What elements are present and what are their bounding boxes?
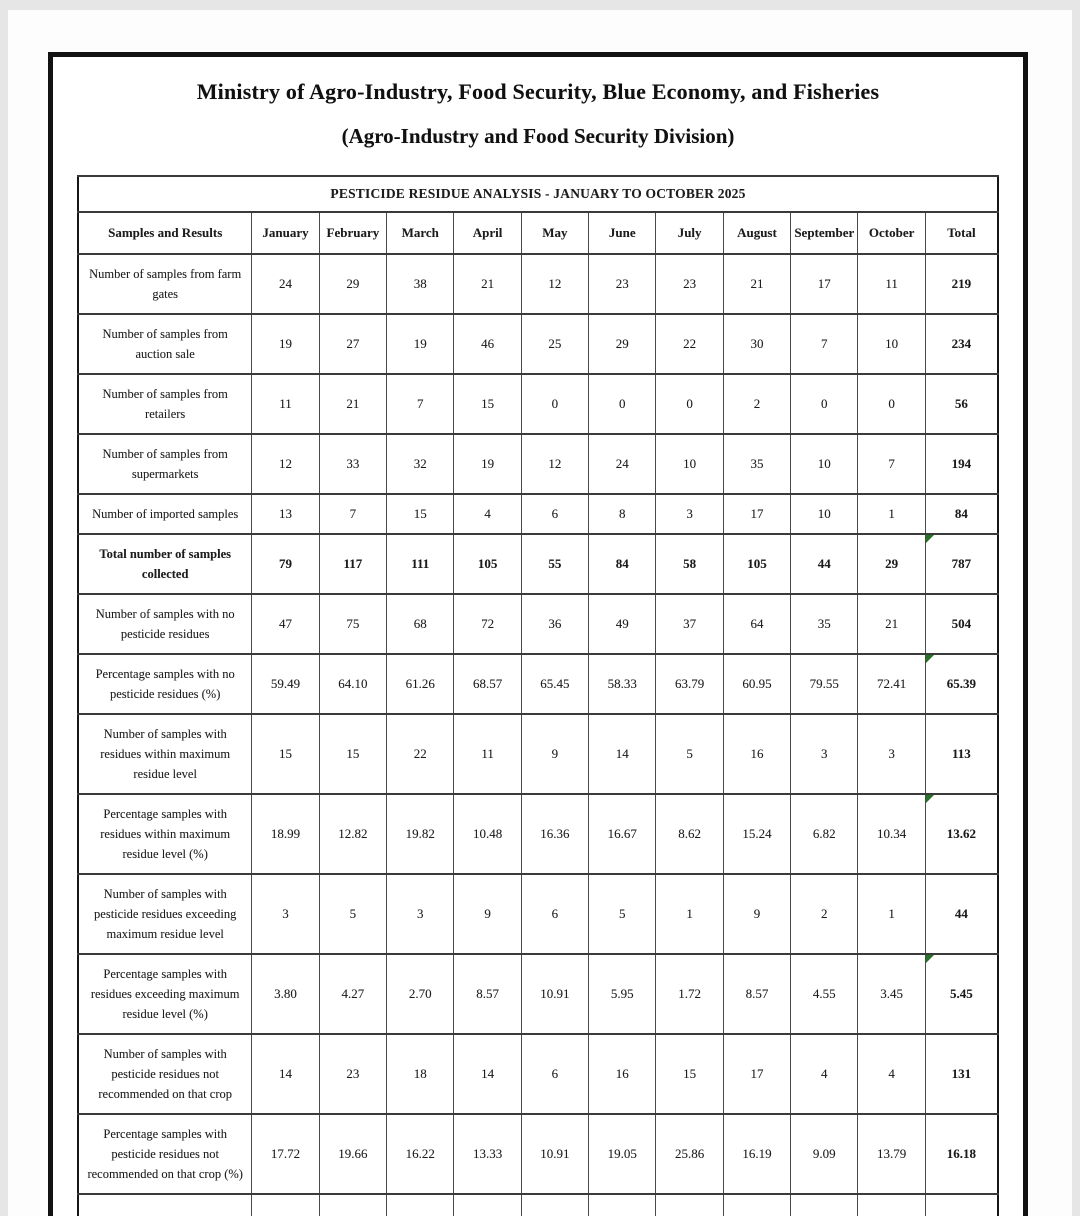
table-row bbox=[78, 594, 998, 654]
data-cell: 12 bbox=[521, 254, 588, 314]
data-cell: 2 bbox=[723, 374, 790, 434]
data-cell: 10 bbox=[791, 434, 858, 494]
data-cell: 12 bbox=[252, 434, 319, 494]
data-cell: 21 bbox=[723, 254, 790, 314]
data-cell: 10.34 bbox=[858, 794, 925, 874]
data-cell: 23 bbox=[319, 1034, 386, 1114]
data-cell: 12.82 bbox=[319, 794, 386, 874]
data-cell: 0 bbox=[521, 374, 588, 434]
row-label: Number of imported samples bbox=[78, 494, 252, 534]
table-row bbox=[78, 314, 998, 374]
data-cell: 1 bbox=[858, 874, 925, 954]
data-cell: 5.95 bbox=[589, 954, 656, 1034]
table-row bbox=[78, 654, 998, 714]
data-cell: 21 bbox=[858, 594, 925, 654]
data-cell: 1 bbox=[858, 494, 925, 534]
table-caption: PESTICIDE RESIDUE ANALYSIS - JANUARY TO OCTOBER 2025 bbox=[78, 176, 998, 212]
document-subtitle: (Agro-Industry and Food Security Division) bbox=[341, 124, 735, 148]
table-row bbox=[78, 374, 998, 434]
data-cell: 3 bbox=[252, 874, 319, 954]
month-column-header: February bbox=[319, 212, 386, 254]
row-label: Number of samples with residues within maximum residue level bbox=[78, 714, 252, 794]
data-cell: 68 bbox=[387, 594, 454, 654]
row-label: Number of samples with no pesticide residues bbox=[78, 594, 252, 654]
data-cell: 6.82 bbox=[791, 794, 858, 874]
row-label: Total number of samples collected bbox=[78, 534, 252, 594]
row-label: Percentage samples with pesticide residues not recommended on that crop (%) bbox=[78, 1114, 252, 1194]
data-cell: 7 bbox=[319, 494, 386, 534]
row-label: Percentage samples with no pesticide residues (%) bbox=[78, 654, 252, 714]
data-cell: 17 bbox=[723, 494, 790, 534]
data-cell: 23 bbox=[589, 254, 656, 314]
data-cell: 59.49 bbox=[252, 654, 319, 714]
row-label bbox=[78, 1194, 252, 1216]
total-cell bbox=[925, 1194, 998, 1216]
page-border-frame bbox=[48, 52, 1028, 1216]
table-row bbox=[78, 494, 998, 534]
data-cell: 16.67 bbox=[589, 794, 656, 874]
data-cell: 10 bbox=[791, 494, 858, 534]
data-cell: 38 bbox=[387, 254, 454, 314]
data-cell: 10 bbox=[858, 314, 925, 374]
data-cell: 11 bbox=[252, 374, 319, 434]
data-cell: 0 bbox=[589, 374, 656, 434]
data-cell: 32 bbox=[387, 434, 454, 494]
data-cell: 12 bbox=[521, 434, 588, 494]
empty-row bbox=[78, 1194, 998, 1216]
data-cell: 3.80 bbox=[252, 954, 319, 1034]
data-cell: 2.70 bbox=[387, 954, 454, 1034]
data-cell: 25 bbox=[521, 314, 588, 374]
cell-flag-triangle-icon bbox=[926, 795, 934, 803]
data-cell: 3 bbox=[858, 714, 925, 794]
data-cell: 64.10 bbox=[319, 654, 386, 714]
total-cell: 787 bbox=[925, 534, 998, 594]
data-cell: 84 bbox=[589, 534, 656, 594]
data-cell: 19 bbox=[252, 314, 319, 374]
data-cell: 13 bbox=[252, 494, 319, 534]
data-cell: 13.79 bbox=[858, 1114, 925, 1194]
month-column-header: January bbox=[252, 212, 319, 254]
data-cell: 17 bbox=[723, 1034, 790, 1114]
total-cell: 16.18 bbox=[925, 1114, 998, 1194]
data-cell: 46 bbox=[454, 314, 521, 374]
data-cell: 16.22 bbox=[387, 1114, 454, 1194]
month-column-header: July bbox=[656, 212, 723, 254]
data-cell: 6 bbox=[521, 494, 588, 534]
data-cell: 47 bbox=[252, 594, 319, 654]
total-cell: 219 bbox=[925, 254, 998, 314]
data-cell: 22 bbox=[656, 314, 723, 374]
total-cell: 5.45 bbox=[925, 954, 998, 1034]
data-cell: 60.95 bbox=[723, 654, 790, 714]
data-cell: 3 bbox=[791, 714, 858, 794]
cell-flag-triangle-icon bbox=[926, 655, 934, 663]
table-row bbox=[78, 714, 998, 794]
data-cell bbox=[723, 1194, 790, 1216]
month-column-header: August bbox=[723, 212, 790, 254]
total-cell: 504 bbox=[925, 594, 998, 654]
data-cell: 0 bbox=[858, 374, 925, 434]
data-cell: 29 bbox=[589, 314, 656, 374]
data-cell: 10 bbox=[656, 434, 723, 494]
data-cell: 19.82 bbox=[387, 794, 454, 874]
data-cell: 0 bbox=[656, 374, 723, 434]
data-cell bbox=[319, 1194, 386, 1216]
row-label: Number of samples from retailers bbox=[78, 374, 252, 434]
data-cell bbox=[589, 1194, 656, 1216]
data-cell: 1.72 bbox=[656, 954, 723, 1034]
data-cell bbox=[454, 1194, 521, 1216]
data-cell: 36 bbox=[521, 594, 588, 654]
total-cell: 13.62 bbox=[925, 794, 998, 874]
data-cell: 19 bbox=[387, 314, 454, 374]
data-cell: 72 bbox=[454, 594, 521, 654]
data-cell: 16 bbox=[723, 714, 790, 794]
data-cell: 35 bbox=[791, 594, 858, 654]
data-cell: 5 bbox=[319, 874, 386, 954]
data-cell: 15 bbox=[454, 374, 521, 434]
data-cell: 117 bbox=[319, 534, 386, 594]
data-cell: 5 bbox=[656, 714, 723, 794]
data-cell: 68.57 bbox=[454, 654, 521, 714]
data-cell: 29 bbox=[858, 534, 925, 594]
data-cell: 58.33 bbox=[589, 654, 656, 714]
data-cell: 15 bbox=[387, 494, 454, 534]
data-cell: 15 bbox=[656, 1034, 723, 1114]
data-cell: 14 bbox=[454, 1034, 521, 1114]
samples-results-column-header: Samples and Results bbox=[78, 212, 252, 254]
data-cell: 18.99 bbox=[252, 794, 319, 874]
data-cell: 3 bbox=[387, 874, 454, 954]
total-cell: 56 bbox=[925, 374, 998, 434]
data-cell: 37 bbox=[656, 594, 723, 654]
data-cell: 17 bbox=[791, 254, 858, 314]
data-cell: 8 bbox=[589, 494, 656, 534]
total-cell: 65.39 bbox=[925, 654, 998, 714]
row-label: Number of samples from supermarkets bbox=[78, 434, 252, 494]
data-cell: 19.05 bbox=[589, 1114, 656, 1194]
data-cell: 111 bbox=[387, 534, 454, 594]
data-cell: 6 bbox=[521, 1034, 588, 1114]
data-cell: 7 bbox=[387, 374, 454, 434]
total-cell: 44 bbox=[925, 874, 998, 954]
month-column-header: June bbox=[589, 212, 656, 254]
data-cell: 8.57 bbox=[454, 954, 521, 1034]
data-cell: 19.66 bbox=[319, 1114, 386, 1194]
table-row bbox=[78, 954, 998, 1034]
data-cell: 21 bbox=[454, 254, 521, 314]
document-page bbox=[8, 10, 1072, 1216]
row-label: Number of samples from auction sale bbox=[78, 314, 252, 374]
data-cell: 58 bbox=[656, 534, 723, 594]
data-cell: 64 bbox=[723, 594, 790, 654]
data-cell: 9 bbox=[521, 714, 588, 794]
data-cell: 22 bbox=[387, 714, 454, 794]
data-cell: 11 bbox=[858, 254, 925, 314]
data-cell: 15 bbox=[319, 714, 386, 794]
data-cell bbox=[791, 1194, 858, 1216]
data-cell: 9 bbox=[723, 874, 790, 954]
data-cell: 7 bbox=[791, 314, 858, 374]
row-label: Number of samples with pesticide residues exceeding maximum residue level bbox=[78, 874, 252, 954]
data-cell: 29 bbox=[319, 254, 386, 314]
data-cell: 0 bbox=[791, 374, 858, 434]
row-label: Number of samples from farm gates bbox=[78, 254, 252, 314]
data-cell: 25.86 bbox=[656, 1114, 723, 1194]
data-cell: 30 bbox=[723, 314, 790, 374]
data-cell: 21 bbox=[319, 374, 386, 434]
row-label: Percentage samples with residues within maximum residue level (%) bbox=[78, 794, 252, 874]
table-row bbox=[78, 254, 998, 314]
table-row bbox=[78, 1034, 998, 1114]
cell-flag-triangle-icon bbox=[926, 535, 934, 543]
table-row bbox=[78, 1114, 998, 1194]
data-cell: 61.26 bbox=[387, 654, 454, 714]
data-cell: 33 bbox=[319, 434, 386, 494]
data-cell: 6 bbox=[521, 874, 588, 954]
data-cell bbox=[252, 1194, 319, 1216]
data-cell: 49 bbox=[589, 594, 656, 654]
data-cell: 9.09 bbox=[791, 1114, 858, 1194]
table-row bbox=[78, 794, 998, 874]
data-cell: 15.24 bbox=[723, 794, 790, 874]
data-cell: 15 bbox=[252, 714, 319, 794]
total-cell: 113 bbox=[925, 714, 998, 794]
data-cell: 79 bbox=[252, 534, 319, 594]
data-cell: 105 bbox=[454, 534, 521, 594]
total-cell: 194 bbox=[925, 434, 998, 494]
data-cell: 3 bbox=[656, 494, 723, 534]
data-cell: 75 bbox=[319, 594, 386, 654]
data-cell: 65.45 bbox=[521, 654, 588, 714]
data-cell: 23 bbox=[656, 254, 723, 314]
data-cell bbox=[521, 1194, 588, 1216]
data-cell: 14 bbox=[589, 714, 656, 794]
month-column-header: May bbox=[521, 212, 588, 254]
data-cell: 35 bbox=[723, 434, 790, 494]
data-cell: 16 bbox=[589, 1034, 656, 1114]
data-cell bbox=[387, 1194, 454, 1216]
data-cell: 1 bbox=[656, 874, 723, 954]
pesticide-residue-table bbox=[77, 175, 999, 1216]
data-cell: 19 bbox=[454, 434, 521, 494]
data-cell: 24 bbox=[252, 254, 319, 314]
data-cell: 4 bbox=[858, 1034, 925, 1114]
data-cell: 2 bbox=[791, 874, 858, 954]
total-cell: 84 bbox=[925, 494, 998, 534]
data-cell: 79.55 bbox=[791, 654, 858, 714]
data-cell: 4.55 bbox=[791, 954, 858, 1034]
data-cell: 13.33 bbox=[454, 1114, 521, 1194]
data-cell: 5 bbox=[589, 874, 656, 954]
data-cell: 27 bbox=[319, 314, 386, 374]
data-cell: 18 bbox=[387, 1034, 454, 1114]
month-column-header: September bbox=[791, 212, 858, 254]
cell-flag-triangle-icon bbox=[926, 955, 934, 963]
data-cell: 16.36 bbox=[521, 794, 588, 874]
table-row bbox=[78, 874, 998, 954]
total-cell: 234 bbox=[925, 314, 998, 374]
data-cell bbox=[858, 1194, 925, 1216]
data-cell: 14 bbox=[252, 1034, 319, 1114]
table-header-row bbox=[78, 212, 998, 254]
data-cell: 105 bbox=[723, 534, 790, 594]
month-column-header: March bbox=[387, 212, 454, 254]
data-cell: 4.27 bbox=[319, 954, 386, 1034]
data-cell: 8.62 bbox=[656, 794, 723, 874]
data-cell: 9 bbox=[454, 874, 521, 954]
data-cell: 3.45 bbox=[858, 954, 925, 1034]
table-row bbox=[78, 434, 998, 494]
month-column-header: Total bbox=[925, 212, 998, 254]
data-cell bbox=[656, 1194, 723, 1216]
data-cell: 24 bbox=[589, 434, 656, 494]
data-cell: 44 bbox=[791, 534, 858, 594]
document-title: Ministry of Agro-Industry, Food Security, Blue Economy, and Fisheries bbox=[196, 79, 880, 104]
row-label: Percentage samples with residues exceeding maximum residue level (%) bbox=[78, 954, 252, 1034]
data-cell: 17.72 bbox=[252, 1114, 319, 1194]
data-cell: 10.91 bbox=[521, 954, 588, 1034]
data-cell: 11 bbox=[454, 714, 521, 794]
total-cell: 131 bbox=[925, 1034, 998, 1114]
data-cell: 8.57 bbox=[723, 954, 790, 1034]
data-cell: 55 bbox=[521, 534, 588, 594]
data-cell: 10.91 bbox=[521, 1114, 588, 1194]
month-column-header: April bbox=[454, 212, 521, 254]
table-caption-row bbox=[78, 176, 998, 212]
row-label: Number of samples with pesticide residues not recommended on that crop bbox=[78, 1034, 252, 1114]
data-cell: 10.48 bbox=[454, 794, 521, 874]
data-cell: 4 bbox=[454, 494, 521, 534]
data-cell: 16.19 bbox=[723, 1114, 790, 1194]
month-column-header: October bbox=[858, 212, 925, 254]
data-cell: 7 bbox=[858, 434, 925, 494]
data-cell: 63.79 bbox=[656, 654, 723, 714]
data-cell: 4 bbox=[791, 1034, 858, 1114]
data-cell: 72.41 bbox=[858, 654, 925, 714]
table-row bbox=[78, 534, 998, 594]
